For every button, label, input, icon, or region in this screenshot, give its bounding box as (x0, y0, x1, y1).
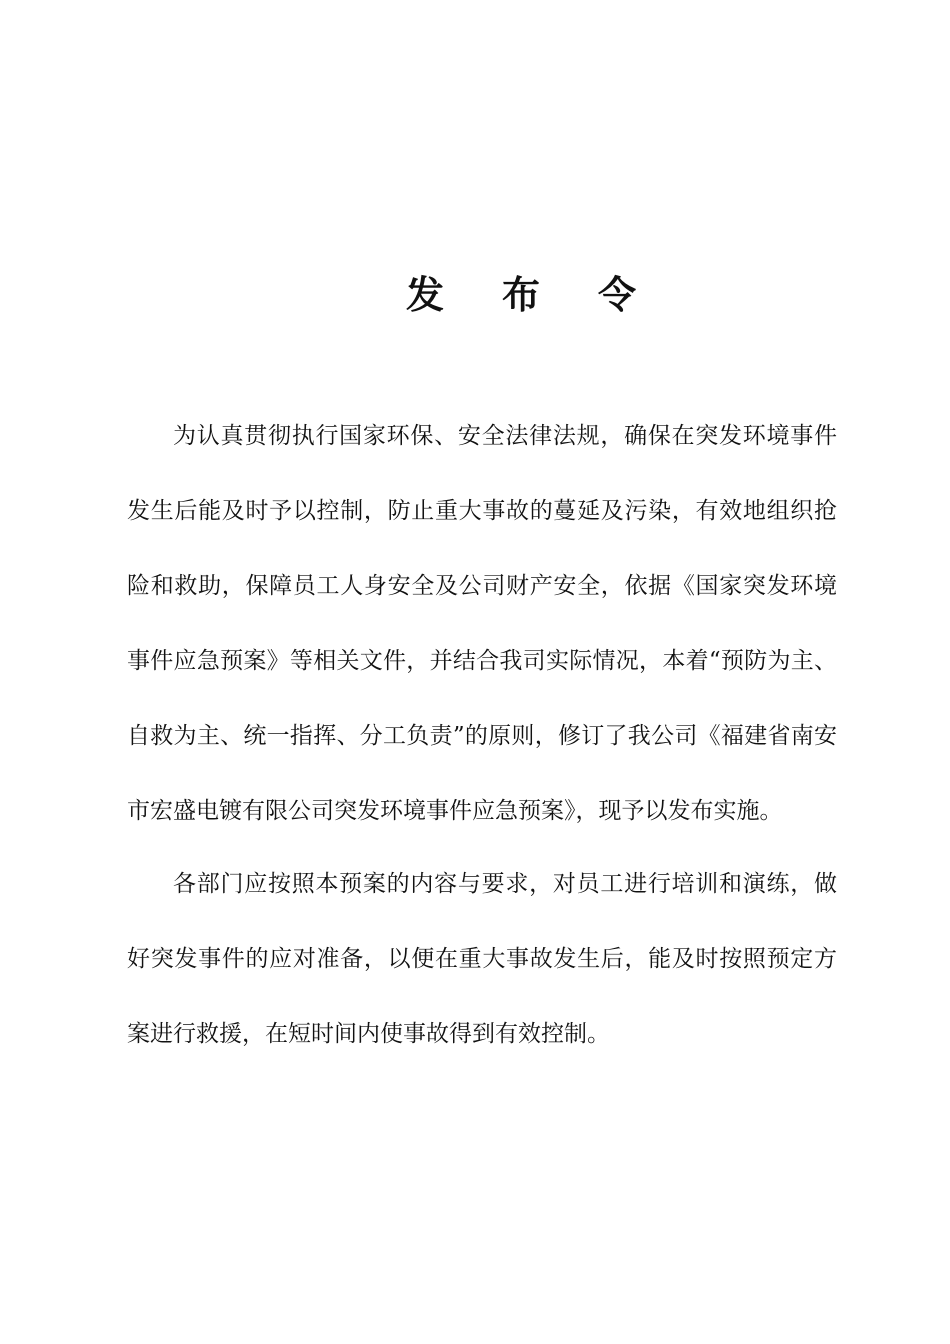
document-body (127, 399, 837, 1072)
title-char-1: 发 (405, 273, 444, 317)
paragraph-1: 为认真贯彻执行国家环保、安全法律法规，确保在突发环境事件发生后能及时予以控制，防止重大事故的蔓延及污染，有效地组织抢险和救助，保障员工人身安全及公司财产安全，依据《国家突发环境事件应急预案》等相关文件，并结合我司实际情况，本着“预防为主、自救为主、统一指挥、分工负责”的原则，修订了我公司《福建省南安市宏盛电镀有限公司突发环境事件应急预案》，现予以发布实施。 (127, 423, 837, 824)
title-char-2: 布 (501, 273, 540, 317)
title-char-3: 令 (597, 273, 636, 317)
document-title (0, 262, 950, 328)
paragraph-2: 各部门应按照本预案的内容与要求，对员工进行培训和演练，做好突发事件的应对准备，以便在重大事故发生后，能及时按照预定方案进行救援，在短时间内使事故得到有效控制。 (127, 871, 837, 1047)
